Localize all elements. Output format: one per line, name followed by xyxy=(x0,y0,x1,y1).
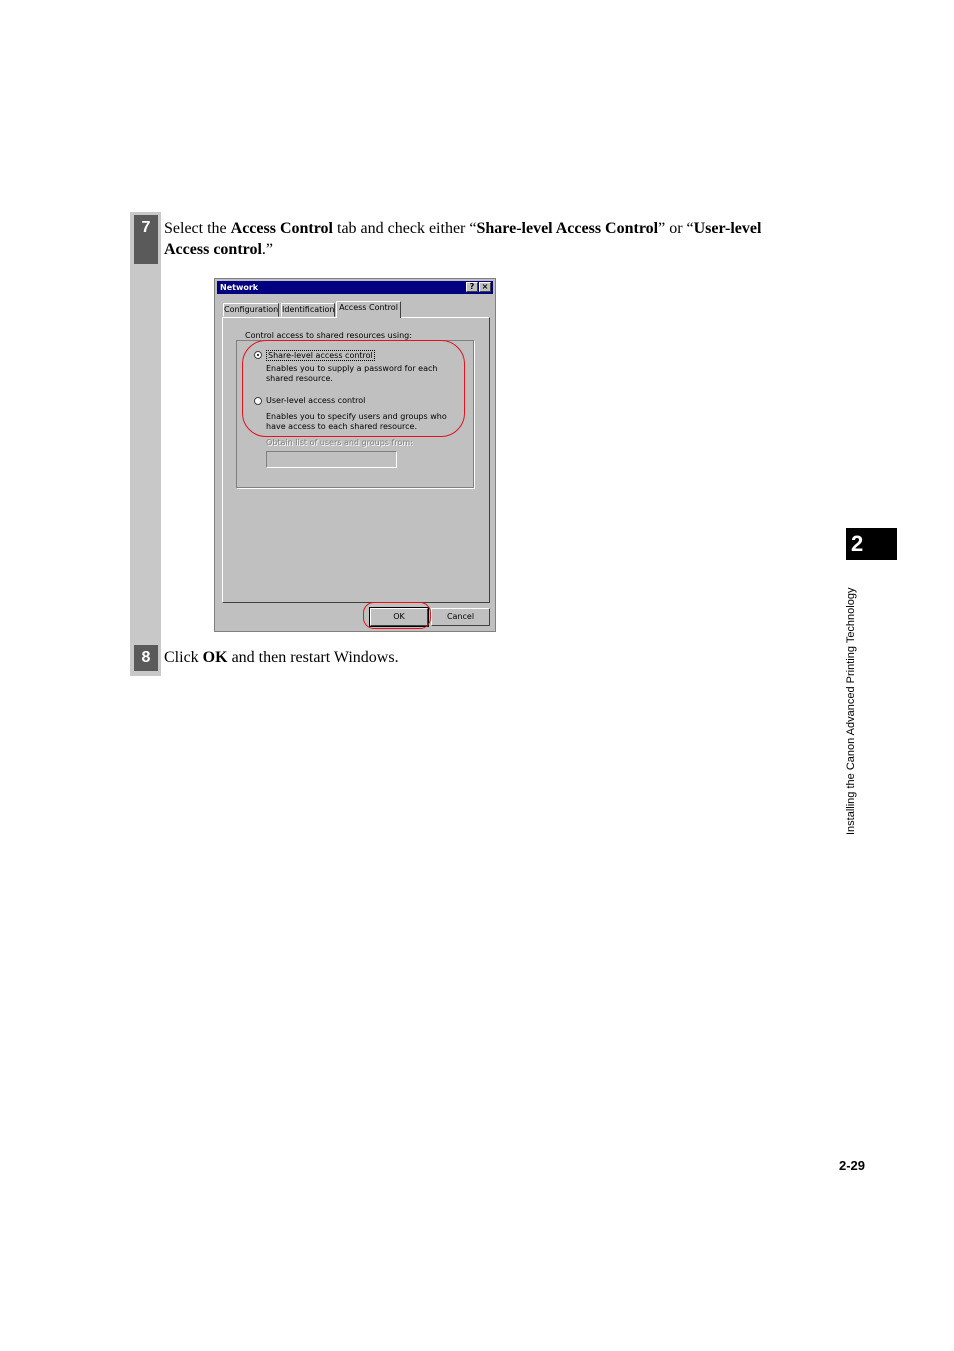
options-highlight-circle xyxy=(242,340,465,437)
cancel-button[interactable]: Cancel xyxy=(431,608,490,626)
obtain-list-field xyxy=(266,451,397,468)
share-level-description: Enables you to supply a password for each shared resource. xyxy=(266,364,438,383)
help-button[interactable]: ? xyxy=(466,282,478,292)
tab-access-control[interactable]: Access Control xyxy=(336,301,401,318)
close-button[interactable]: × xyxy=(479,282,491,292)
share-level-label[interactable]: Share-level access control xyxy=(268,351,373,360)
step-8-instruction: Click OK and then restart Windows. xyxy=(164,649,399,666)
step-7-instruction: Select the Access Control tab and check either “Share-level Access Control” or “User-level Access control.” xyxy=(164,220,762,258)
dialog-title: Network xyxy=(220,283,259,292)
tab-configuration[interactable]: Configuration xyxy=(223,303,279,317)
step-sidebar-bar xyxy=(130,212,161,676)
ok-button[interactable]: OK xyxy=(370,608,428,626)
group-label: Control access to shared resources using: xyxy=(245,331,412,340)
page-number: 2-29 xyxy=(839,1158,866,1173)
obtain-list-label: Obtain list of users and groups from: xyxy=(266,438,413,447)
step-number-7: 7 xyxy=(134,215,158,264)
tab-identification[interactable]: Identification xyxy=(281,303,335,317)
dialog-titlebar xyxy=(217,281,493,294)
user-level-label[interactable]: User-level access control xyxy=(266,396,366,405)
step-number-8: 8 xyxy=(134,645,158,671)
chapter-tab: 2 xyxy=(846,528,897,560)
ok-highlight-circle xyxy=(363,602,431,629)
chapter-title: Installing the Canon Advanced Printing Technology xyxy=(845,587,857,835)
user-level-description: Enables you to specify users and groups who have access to each shared resource. xyxy=(266,412,447,431)
network-dialog-screenshot xyxy=(214,278,496,632)
